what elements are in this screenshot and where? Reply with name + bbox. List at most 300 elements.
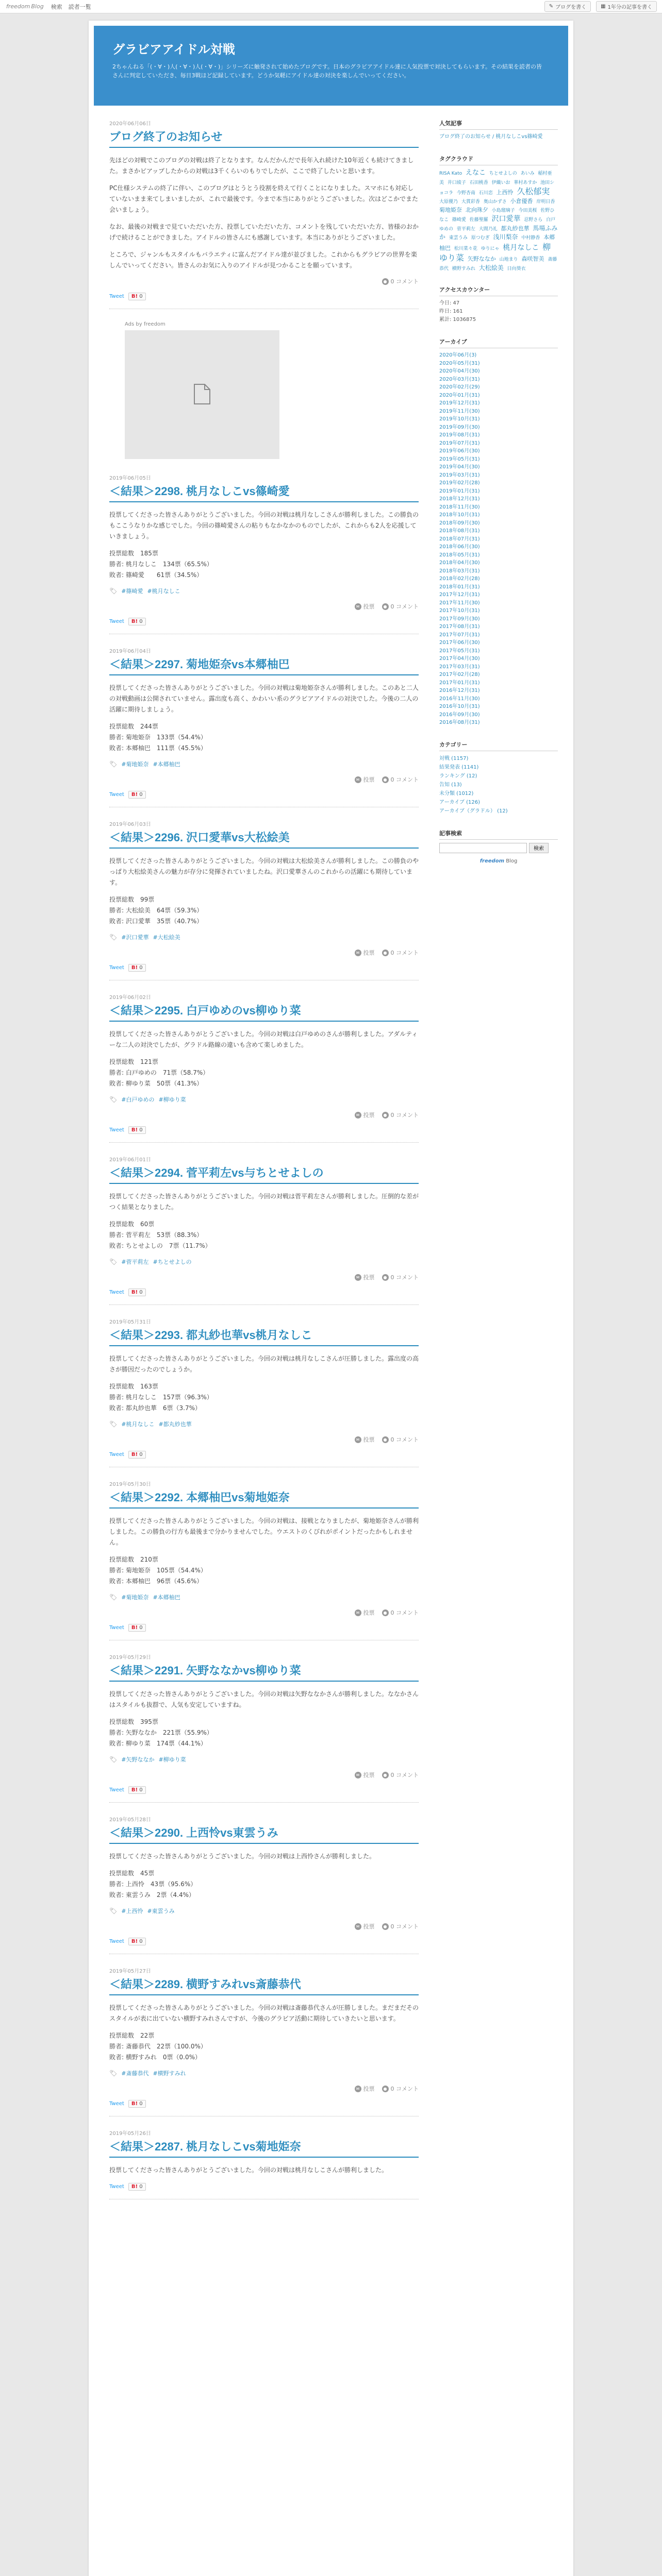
tag-link[interactable]: #菊地姫奈 [121, 1594, 149, 1601]
archive-link[interactable]: 2018年02月(28) [439, 576, 480, 582]
category-widget [439, 740, 558, 816]
tag-cloud-link[interactable]: 馬場ふみか [439, 224, 558, 241]
vote-row: 勝者: 菊地姫奈 133票（54.4%） [109, 734, 207, 741]
entry-tags [109, 1593, 419, 1601]
comment-icon: ● [382, 1436, 389, 1443]
share-buttons [109, 1289, 419, 1296]
ad-label: Ads by freedom [125, 321, 166, 327]
tag-cloud-link[interactable]: 小倉優香 [510, 198, 533, 205]
tweet-button[interactable]: Tweet [109, 1787, 124, 1793]
vote-row: 敗者: 篠崎愛 61票（34.5%） [109, 571, 203, 579]
hatena-bookmark-button[interactable] [128, 2100, 146, 2108]
archive-link[interactable]: 2019年11月(30) [439, 408, 480, 414]
tag-cloud-link[interactable]: 横野すみれ [452, 266, 475, 272]
archive-link[interactable]: 2017年11月(30) [439, 600, 480, 606]
comments-link[interactable] [382, 602, 419, 611]
tag-cloud-link[interactable]: 池田ショコラ [439, 180, 555, 196]
entry-paragraph: 投票してくださった皆さんありがとうございました。今回の対戦は斎藤恭代さんが圧勝しました。まだまだそのスタイルが表に出ていない横野すみれさんですが、今後のグラビア活動に期待していきたいと思います。 [109, 2004, 419, 2022]
tag-cloud-link[interactable]: 桃月なしこ [503, 243, 539, 252]
tweet-button[interactable]: Tweet [109, 1452, 124, 1458]
hatena-icon: B! [131, 294, 138, 299]
archive-link[interactable]: 2017年10月(31) [439, 608, 480, 614]
comments-link[interactable] [382, 2084, 419, 2093]
archive-link[interactable]: 2020年06月(3) [439, 352, 477, 359]
tag-cloud-link[interactable]: 中村静香 [521, 235, 540, 241]
entry-body [109, 1689, 419, 1749]
tag-link[interactable]: #篠崎愛 [121, 588, 143, 595]
vote-link-label: 投票 [363, 2086, 375, 2092]
tag-cloud-link[interactable]: 斎藤恭代 [439, 257, 557, 272]
tag-cloud-link[interactable]: 久松郁実 [517, 186, 550, 196]
comments-link[interactable] [382, 948, 419, 957]
entry-body [109, 1353, 419, 1414]
write-year-button[interactable]: ▦ 1年分の記事を書く [596, 1, 657, 12]
tag-cloud-link[interactable]: 原つむぎ [471, 235, 490, 241]
archive-link[interactable]: 2020年05月(31) [439, 360, 480, 366]
tag-icon: 🏷 [109, 587, 118, 595]
archive-link[interactable]: 2017年01月(31) [439, 680, 480, 686]
tag-link[interactable]: #大松絵美 [153, 934, 180, 941]
hatena-bookmark-button[interactable] [128, 1938, 146, 1945]
entry-tags [109, 1095, 419, 1104]
archive-link[interactable]: 2020年04月(30) [439, 368, 480, 375]
vote-link[interactable] [355, 1273, 375, 1281]
tag-cloud-link[interactable]: 今田美桜 [518, 208, 537, 214]
sidebar [439, 119, 558, 2212]
category-link[interactable]: アーカイブ（グラドル） (12) [439, 808, 508, 814]
archive-link[interactable]: 2017年04月(30) [439, 656, 480, 662]
vote-row: 敗者: 柳ゆり菜 174票（44.1%） [109, 1740, 207, 1747]
pencil-icon: ✎ [549, 4, 554, 9]
entry-tags [109, 1258, 419, 1266]
entry-paragraph: 投票してくださった皆さんありがとうございました。今回の対戦は菊地姫奈さんが勝利しました。このあと二人の対戦動画は公開されていません。露出度も高く、かわいい系のグラビアアイドルの対決でした。今後の二人の活躍に期待しましょう。 [109, 684, 419, 713]
archive-link[interactable]: 2020年03月(31) [439, 376, 480, 382]
hatena-bookmark-button[interactable] [128, 1289, 146, 1296]
entry-paragraph: 投票してくださった皆さんありがとうございました。今回の対戦は大松絵美さんが勝利しました。この勝負のやっぱり大松絵美さんの魅力が存分に発揮されていましたね。沢口愛華さんのこれからの活躍にも期待しています。 [109, 857, 419, 886]
tag-cloud-link[interactable]: 森咲智美 [521, 256, 544, 263]
tag-cloud-link[interactable]: 北向珠夕 [465, 207, 488, 214]
tweet-button[interactable]: Tweet [109, 1625, 124, 1631]
comments-link[interactable] [382, 1435, 419, 1444]
archive-link[interactable]: 2019年12月(31) [439, 400, 480, 406]
archive-link[interactable]: 2018年11月(30) [439, 504, 480, 510]
vote-link-label: 投票 [363, 1112, 375, 1118]
blog-entry [109, 1653, 419, 1803]
entry-title[interactable]: ＜結果＞2290. 上西怜vs東雲うみ [109, 1824, 419, 1844]
entry-title[interactable]: ＜結果＞2298. 桃月なしこvs篠崎愛 [109, 483, 419, 502]
tag-icon: 🏷 [109, 1420, 118, 1428]
archive-link[interactable]: 2017年09月(30) [439, 616, 480, 622]
tag-cloud-link[interactable]: 菊地姫奈 [439, 207, 462, 214]
tag-cloud-link[interactable]: 奥山かずさ [483, 199, 507, 205]
archive-link[interactable]: 2019年05月(31) [439, 456, 480, 462]
tag-cloud-link[interactable]: 山地まり [499, 257, 518, 263]
archive-link[interactable]: 2017年05月(31) [439, 648, 480, 654]
vote-row: 敗者: 東雲うみ 2票（4.4%） [109, 1891, 195, 1899]
tag-icon: 🏷 [109, 1258, 118, 1265]
tag-cloud-link[interactable]: 本郷柚巴 [439, 233, 555, 251]
hatena-icon: B! [131, 2184, 138, 2190]
share-buttons [109, 293, 419, 300]
vote-link-label: 投票 [363, 950, 375, 956]
tag-cloud-link[interactable]: 大原優乃 [439, 199, 458, 205]
blog-entry [109, 119, 419, 309]
tag-cloud-link[interactable]: 日向葵衣 [507, 266, 526, 272]
comments-link[interactable] [382, 1608, 419, 1617]
archive-link[interactable]: 2016年11月(30) [439, 696, 480, 702]
tag-link[interactable]: #矢野ななか [121, 1756, 155, 1763]
tag-cloud-link[interactable]: あいみ [520, 171, 535, 176]
vote-link[interactable] [355, 948, 375, 957]
vote-result [109, 1717, 419, 1749]
archive-link[interactable]: 2019年04月(30) [439, 464, 480, 470]
hatena-icon: B! [131, 1787, 138, 1793]
hatena-bookmark-button[interactable] [128, 1624, 146, 1632]
vote-link[interactable] [355, 2084, 375, 2093]
vote-total: 投票総数 163票 [109, 1383, 158, 1390]
archive-link[interactable]: 2018年07月(31) [439, 536, 480, 542]
archive-link[interactable]: 2018年03月(31) [439, 568, 480, 574]
vote-total: 投票総数 185票 [109, 550, 158, 557]
blog-entry [109, 1967, 419, 2116]
tag-cloud-link[interactable]: ちとせよしの [489, 171, 517, 176]
comments-link-label: 0 コメント [390, 1923, 419, 1930]
archive-widget [439, 337, 558, 727]
entry-tags [109, 2069, 419, 2077]
entry-title[interactable]: ＜結果＞2287. 桃月なしこvs菊地姫奈 [109, 2138, 419, 2158]
search-input[interactable] [439, 843, 527, 853]
hatena-bookmark-button[interactable] [128, 964, 146, 972]
freedom-blog-logo[interactable]: freedom Blog [6, 3, 44, 10]
calendar-icon: ▦ [601, 4, 606, 9]
comments-link[interactable] [382, 1273, 419, 1281]
share-buttons [109, 1786, 419, 1794]
archive-link[interactable]: 2019年07月(31) [439, 440, 480, 446]
tag-link[interactable]: #沢口愛華 [121, 934, 149, 941]
archive-link[interactable]: 2019年09月(30) [439, 424, 480, 430]
tag-cloud-link[interactable]: 大間乃礼 [478, 226, 498, 232]
vote-total: 投票総数 45票 [109, 1870, 155, 1877]
archive-link[interactable]: 2018年10月(31) [439, 512, 480, 518]
entry-paragraph: なお、最後の対戦まで見ていただいた方、投票していただいた方、コメントを残していただいた方、皆様のおかげで続けることができました。アイドルの皆さんにも感謝しています。本当にありがとうございました。 [109, 223, 419, 241]
archive-link[interactable]: 2017年08月(31) [439, 624, 480, 630]
entry-title[interactable]: ＜結果＞2289. 横野すみれvs斎藤恭代 [109, 1976, 419, 1995]
archive-link[interactable]: 2017年07月(31) [439, 632, 480, 638]
entry-paragraph: 先ほどの対戦でこのブログの対戦は終了となります。なんだかんだで長年入れ続けた10年近くも続けてきました。まさかピアップしたからの対戦は3千くらいのもりでしたが、ここで終了したいと思います。 [109, 157, 414, 175]
powered-by[interactable]: freedom Blog [479, 858, 518, 864]
tag-link[interactable]: #上西怜 [121, 1908, 143, 1914]
hatena-bookmark-button[interactable] [128, 791, 146, 799]
topbar-link-search[interactable]: 検索 [51, 3, 62, 10]
hatena-icon: B! [131, 1625, 138, 1631]
category-link[interactable]: ランキング (12) [439, 773, 477, 779]
tag-link[interactable]: #桃月なしこ [121, 1421, 155, 1428]
archive-link[interactable]: 2016年08月(31) [439, 720, 480, 726]
hatena-count: 0 [139, 2184, 143, 2190]
entry-title[interactable]: ブログ終了のお知らせ [109, 128, 419, 148]
category-link[interactable]: 結果発表 (1141) [439, 764, 479, 770]
tag-link[interactable]: #桃月なしこ [147, 588, 180, 595]
archive-link[interactable]: 2020年02月(29) [439, 384, 480, 391]
tag-link[interactable]: #菅平莉左 [121, 1259, 149, 1265]
counter-today: 今日: 47 [439, 300, 460, 307]
tweet-button[interactable]: Tweet [109, 2184, 124, 2190]
comments-link[interactable] [382, 277, 419, 285]
tag-link[interactable]: #柳ゆり菜 [158, 1756, 186, 1763]
hatena-count: 0 [139, 1625, 143, 1631]
vote-link[interactable] [355, 775, 375, 784]
blog-entry [109, 647, 419, 807]
write-blog-button[interactable]: ✎ ブログを書く [544, 1, 591, 12]
tag-cloud-link[interactable]: 柳ゆり菜 [439, 242, 551, 263]
counter-yesterday: 昨日: 161 [439, 309, 463, 315]
tag-cloud-link[interactable]: 伊織いお [491, 180, 510, 185]
vote-link[interactable] [355, 1608, 375, 1617]
vote-link[interactable] [355, 1922, 375, 1930]
tag-icon: 🏷 [109, 1756, 118, 1763]
entry-meta [109, 1922, 419, 1930]
tag-cloud-link[interactable]: 東雲うみ [449, 235, 468, 241]
tag-cloud-link[interactable]: 上西怜 [496, 189, 514, 196]
chat-icon: ✉ [355, 1772, 361, 1778]
tag-cloud-link[interactable]: 沢口愛華 [491, 215, 521, 224]
hatena-bookmark-button[interactable] [128, 1451, 146, 1459]
archive-link[interactable]: 2018年01月(31) [439, 584, 480, 590]
widget-title: 人気記事 [439, 119, 558, 130]
chat-icon: ✉ [355, 1923, 361, 1930]
blog-entry [109, 820, 419, 980]
entry-tags [109, 1755, 419, 1764]
tag-cloud-link[interactable]: 石田桃香 [469, 180, 488, 185]
vote-link-label: 投票 [363, 776, 375, 783]
archive-link[interactable]: 2018年12月(31) [439, 496, 480, 502]
widget-title: 記事検索 [439, 829, 558, 840]
entry-title[interactable]: ＜結果＞2293. 都丸紗也華vs桃月なしこ [109, 1327, 419, 1346]
hatena-icon: B! [131, 965, 138, 971]
archive-link[interactable]: 2016年10月(31) [439, 704, 480, 710]
entry-meta [109, 1435, 419, 1444]
entry-paragraph: 投票してくださった皆さんありがとうございました。今回の対戦は上西怜さんが勝利しました。 [109, 1853, 376, 1860]
hatena-icon: B! [131, 1939, 138, 1944]
tag-link[interactable]: #東雲うみ [147, 1908, 175, 1914]
popular-article-link[interactable]: ブログ終了のお知らせ / 桃月なしこvs篠崎愛 [439, 134, 543, 140]
archive-link[interactable]: 2016年12月(31) [439, 688, 480, 694]
vote-link-label: 投票 [363, 1436, 375, 1443]
entry-date: 2019年06月01日 [109, 1157, 151, 1163]
topbar-link-readers[interactable]: 読者一覧 [68, 3, 91, 10]
tag-cloud-link[interactable]: 稲村亜美 [439, 171, 552, 185]
search-widget [439, 829, 558, 864]
archive-link[interactable]: 2018年06月(30) [439, 544, 480, 550]
archive-link[interactable]: 2019年03月(31) [439, 472, 480, 478]
tag-cloud-link[interactable]: 岸明日香 [536, 199, 555, 205]
share-buttons [109, 964, 419, 972]
vote-result [109, 548, 419, 581]
tag-cloud-link[interactable]: 小島瑠璃子 [491, 208, 515, 214]
comments-link-label: 0 コメント [390, 1436, 419, 1443]
entry-tags [109, 933, 419, 941]
tweet-button[interactable]: Tweet [109, 1127, 124, 1133]
entry-paragraph: 投票してくださった皆さんありがとうございました。今回の対戦は、接戦となりましたが、菊地姫奈さんが勝利しました。この勝負の行方も最後まで分かりませんでした。ウエストのくびれがポイントだったかもしれません。 [109, 1517, 419, 1546]
blog-title[interactable]: グラビアアイドル対戦 [112, 43, 235, 57]
entry-date: 2019年05月28日 [109, 1817, 151, 1823]
archive-link[interactable]: 2019年02月(28) [439, 480, 480, 486]
tag-link[interactable]: #横野すみれ [153, 2070, 186, 2077]
tag-cloud-link[interactable]: 篠崎愛 [452, 217, 466, 223]
archive-link[interactable]: 2016年09月(30) [439, 711, 480, 718]
vote-link[interactable] [355, 602, 375, 611]
hatena-count: 0 [139, 1939, 143, 1944]
tag-cloud-link[interactable]: 石川恋 [478, 190, 493, 196]
vote-link[interactable] [355, 1111, 375, 1119]
tag-cloud-link[interactable]: ゆりにゃ [481, 246, 500, 251]
tweet-button[interactable]: Tweet [109, 619, 124, 624]
hatena-icon: B! [131, 1127, 138, 1133]
ad-placeholder[interactable] [125, 330, 279, 459]
comments-link[interactable] [382, 1111, 419, 1119]
entry-title[interactable]: ＜結果＞2291. 矢野ななかvs柳ゆり菜 [109, 1662, 419, 1682]
entry-paragraph: 投票してくださった皆さんありがとうございました。今回の対戦は矢野ななかさんが勝利しました。ななかさんはスタイルも抜群で、人気も安定していますね。 [109, 1690, 419, 1708]
entry-body [109, 1851, 419, 1901]
vote-total: 投票総数 22票 [109, 2032, 155, 2039]
tweet-button[interactable]: Tweet [109, 1939, 124, 1944]
tag-link[interactable]: #本郷柚巴 [153, 1594, 180, 1601]
entry-title[interactable]: ＜結果＞2294. 菅平莉左vs与ちとせよしの [109, 1164, 419, 1184]
tag-icon: 🏷 [109, 1907, 118, 1914]
hatena-bookmark-button[interactable] [128, 2183, 146, 2191]
entry-tags [109, 760, 419, 768]
tag-link[interactable]: #柳ゆり菜 [158, 1096, 186, 1103]
archive-link[interactable]: 2018年09月(30) [439, 520, 480, 526]
archive-link[interactable]: 2019年06月(30) [439, 448, 480, 454]
entry-title[interactable]: ＜結果＞2295. 白戸ゆめのvs柳ゆり菜 [109, 1002, 419, 1022]
entry-date: 2020年06月06日 [109, 121, 151, 127]
tag-link[interactable]: #ちとせよしの [153, 1259, 192, 1265]
hatena-icon: B! [131, 1452, 138, 1458]
archive-link[interactable]: 2018年05月(31) [439, 552, 480, 558]
archive-link[interactable]: 2018年04月(30) [439, 560, 480, 566]
chat-icon: ✉ [355, 776, 361, 783]
vote-row: 敗者: ちとせよしの 7票（11.7%） [109, 1242, 211, 1249]
tag-cloud-link[interactable]: 井口綾子 [447, 180, 466, 185]
comments-link[interactable] [382, 1922, 419, 1930]
blog-entry [109, 1815, 419, 1954]
tag-cloud-link[interactable]: 松川菜々花 [454, 246, 477, 251]
category-link[interactable]: アーカイブ (126) [439, 799, 480, 805]
comments-link-label: 0 コメント [390, 950, 419, 956]
tweet-button[interactable]: Tweet [109, 2101, 124, 2107]
tag-link[interactable]: #菊地姫奈 [121, 761, 149, 768]
search-button[interactable]: 検索 [529, 843, 549, 853]
archive-link[interactable]: 2017年06月(30) [439, 640, 480, 646]
share-buttons [109, 618, 419, 625]
vote-result [109, 721, 419, 754]
tag-cloud-link[interactable]: 菅平莉左 [456, 226, 475, 232]
tag-link[interactable]: #斎藤恭代 [121, 2070, 149, 2077]
share-buttons [109, 1126, 419, 1134]
tag-cloud-link[interactable]: 華村あすか [514, 180, 537, 185]
blog-entry [109, 2129, 419, 2199]
hatena-icon: B! [131, 792, 138, 798]
vote-link[interactable] [355, 1435, 375, 1444]
tag-link[interactable]: #都丸紗也華 [158, 1421, 192, 1428]
archive-link[interactable]: 2019年01月(31) [439, 488, 480, 494]
tweet-button[interactable]: Tweet [109, 792, 124, 798]
comments-link[interactable] [382, 775, 419, 784]
chat-icon: ✉ [355, 1274, 361, 1281]
comments-link-label: 0 コメント [390, 1274, 419, 1281]
hatena-bookmark-button[interactable] [128, 1786, 146, 1794]
tweet-button[interactable]: Tweet [109, 965, 124, 971]
archive-link[interactable]: 2017年02月(28) [439, 672, 480, 678]
vote-total: 投票総数 244票 [109, 723, 158, 730]
category-link[interactable]: 未分類 (1012) [439, 790, 474, 796]
comments-link-label: 0 コメント [390, 603, 419, 610]
document-icon [193, 383, 211, 406]
comments-link-label: 0 コメント [390, 278, 419, 285]
tag-cloud-link[interactable]: 忍野さら [524, 217, 543, 223]
tag-cloud-link[interactable]: 今野杏南 [456, 190, 475, 196]
chat-icon: ✉ [355, 1436, 361, 1443]
tag-cloud-link[interactable]: えなこ [465, 169, 486, 177]
entries-column [109, 119, 419, 2212]
hatena-bookmark-button[interactable] [128, 1126, 146, 1134]
entry-body [109, 856, 419, 927]
tag-cloud-link[interactable]: 大貫彩香 [461, 199, 480, 205]
tag-cloud-link[interactable]: 佐野ひなこ [439, 208, 555, 223]
entry-tags [109, 587, 419, 595]
archive-link[interactable]: 2020年01月(31) [439, 392, 480, 398]
entry-date: 2019年05月29日 [109, 1655, 151, 1660]
entry-body [109, 155, 419, 271]
archive-link[interactable]: 2019年08月(31) [439, 432, 480, 438]
archive-link[interactable]: 2019年10月(31) [439, 416, 480, 422]
tag-cloud-link[interactable]: 大松絵美 [478, 264, 504, 272]
top-navigation-bar [0, 0, 662, 13]
entry-date: 2019年05月27日 [109, 1969, 151, 1974]
vote-link[interactable] [355, 1771, 375, 1779]
tag-cloud-link[interactable]: 都丸紗也華 [501, 225, 529, 232]
tag-cloud-link[interactable]: RISA Kato [439, 171, 462, 176]
tag-link[interactable]: #白戸ゆめの [121, 1096, 155, 1103]
tweet-button[interactable]: Tweet [109, 1290, 124, 1295]
entry-title[interactable]: ＜結果＞2297. 菊地姫奈vs本郷柚巴 [109, 656, 419, 675]
archive-link[interactable]: 2017年03月(31) [439, 664, 480, 670]
tag-cloud-link[interactable]: 白戸ゆめの [439, 217, 556, 232]
entry-meta [109, 277, 419, 285]
hatena-bookmark-button[interactable] [128, 618, 146, 625]
hatena-count: 0 [139, 2101, 143, 2107]
tag-cloud-link[interactable]: 矢野ななか [467, 256, 496, 263]
entry-meta [109, 602, 419, 611]
category-link[interactable]: 告知 (13) [439, 782, 462, 788]
hatena-count: 0 [139, 619, 143, 624]
comments-link[interactable] [382, 1771, 419, 1779]
entry-title[interactable]: ＜結果＞2292. 本郷柚巴vs菊地姫奈 [109, 1489, 419, 1509]
vote-link-label: 投票 [363, 1609, 375, 1616]
tag-cloud-link[interactable]: 佐藤聖羅 [469, 217, 488, 223]
hatena-bookmark-button[interactable] [128, 293, 146, 300]
vote-link-label: 投票 [363, 603, 375, 610]
tag-cloud-link[interactable]: 浅川梨奈 [493, 233, 518, 241]
vote-total: 投票総数 395票 [109, 1718, 158, 1725]
tag-link[interactable]: #本郷柚巴 [153, 761, 180, 768]
category-link[interactable]: 対戦 (1157) [439, 755, 469, 761]
tweet-button[interactable]: Tweet [109, 294, 124, 299]
entry-title[interactable]: ＜結果＞2296. 沢口愛華vs大松絵美 [109, 829, 419, 849]
archive-link[interactable]: 2018年08月(31) [439, 528, 480, 534]
archive-link[interactable]: 2017年12月(31) [439, 592, 480, 598]
